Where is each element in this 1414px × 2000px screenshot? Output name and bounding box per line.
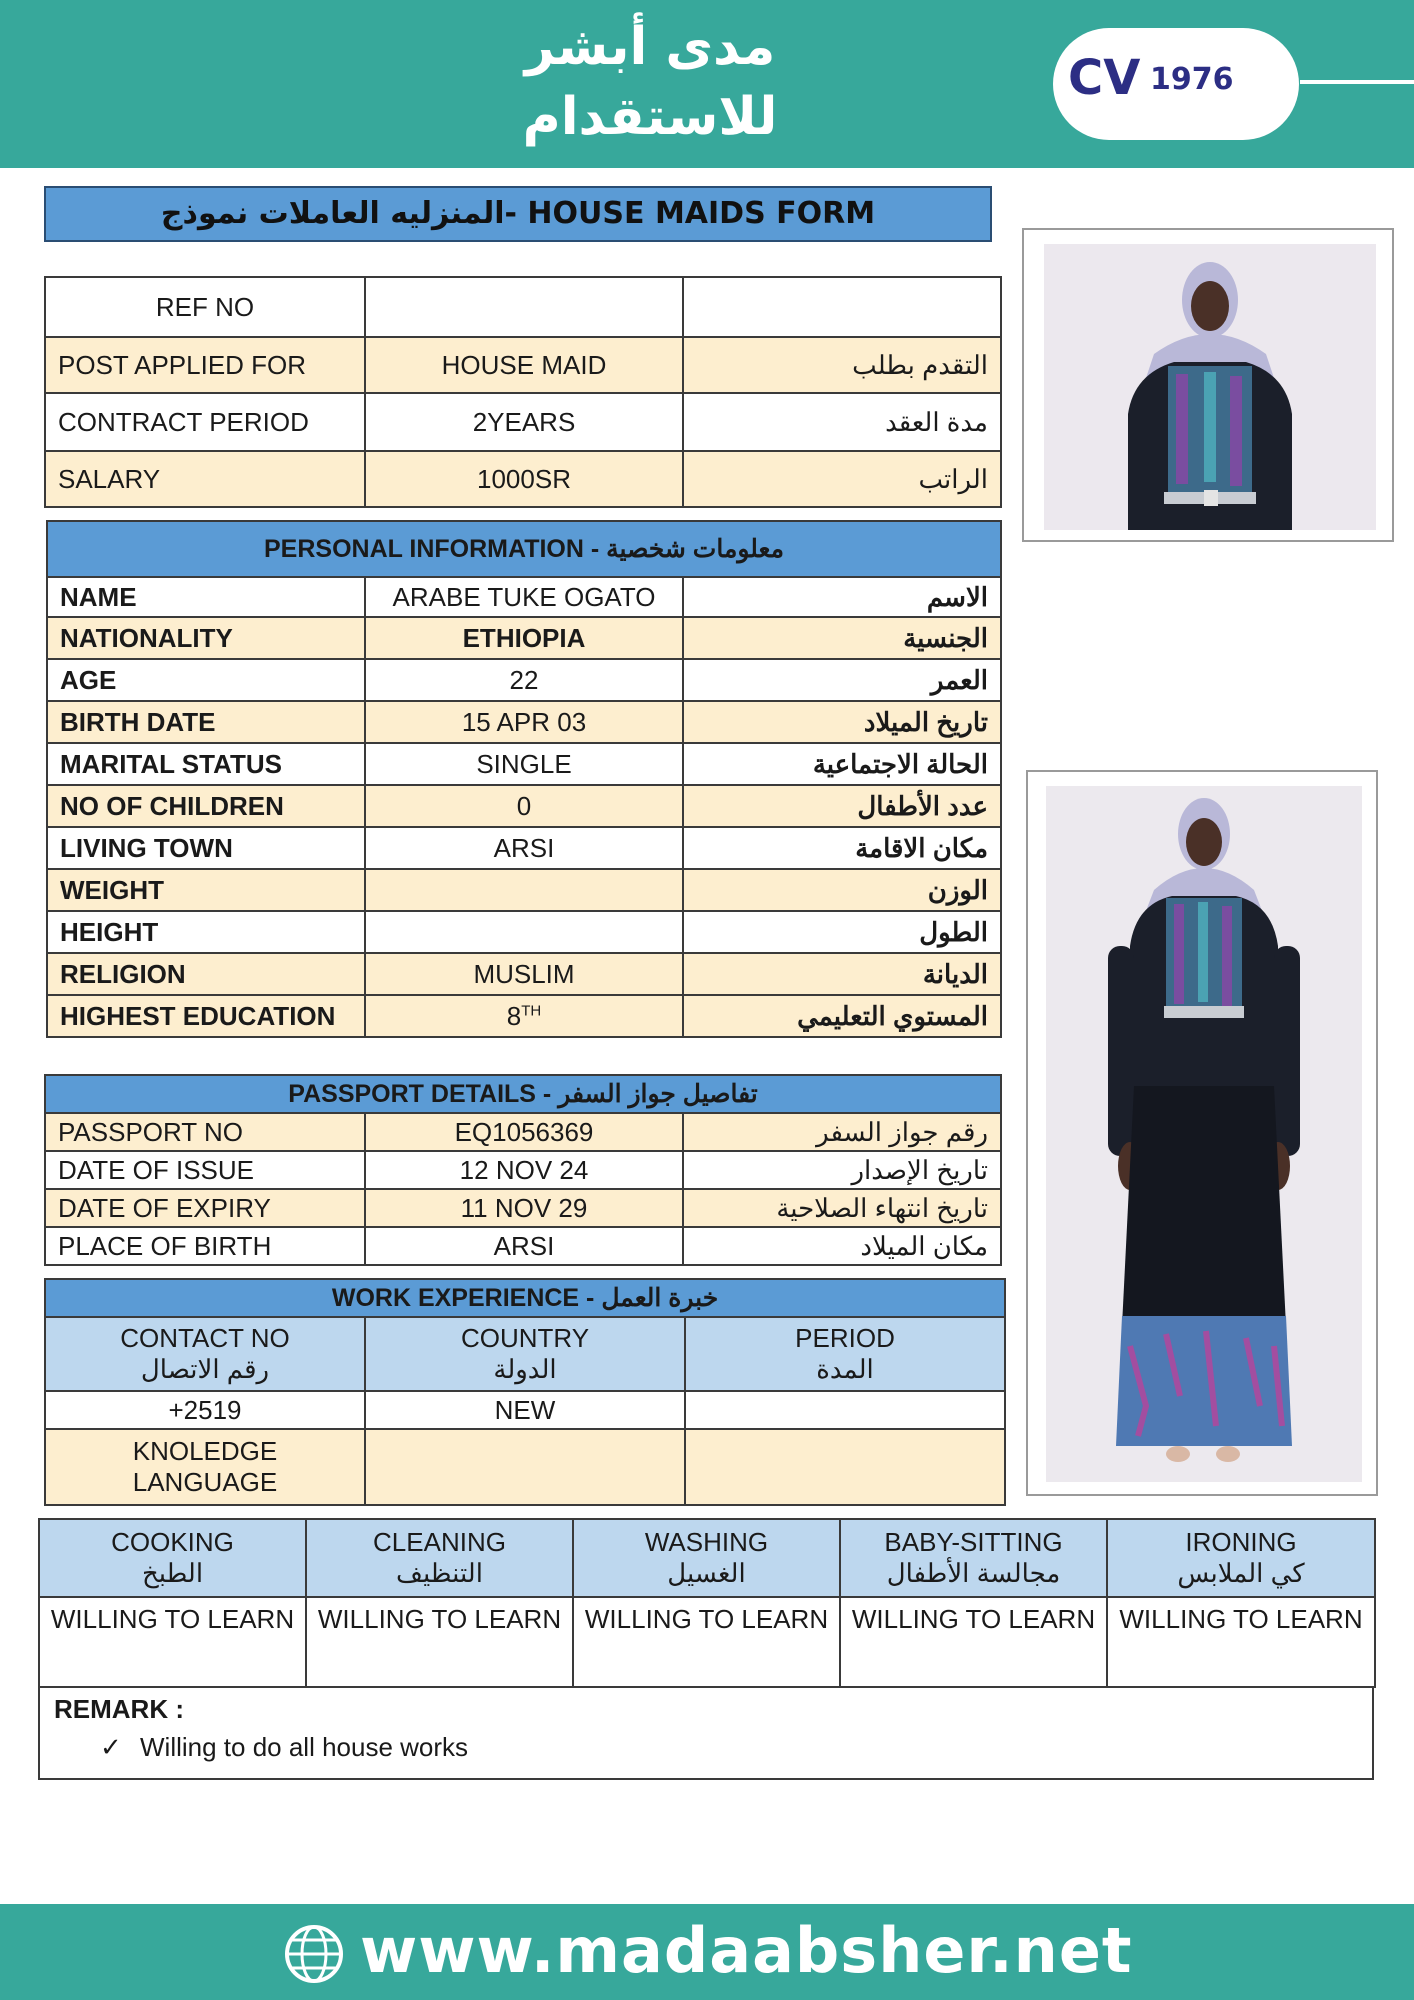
- religion-value: MUSLIM: [365, 953, 683, 995]
- marital-status-arabic: الحالة الاجتماعية: [683, 743, 1001, 785]
- children-arabic: عدد الأطفال: [683, 785, 1001, 827]
- living-town-value: ARSI: [365, 827, 683, 869]
- table-row: [47, 869, 1001, 911]
- cleaning-value: WILLING TO LEARN: [306, 1597, 573, 1687]
- washing-header: [573, 1519, 840, 1597]
- table-row: [45, 1075, 1001, 1113]
- remark-title: REMARK :: [54, 1694, 184, 1724]
- height-value: [365, 911, 683, 953]
- table-row: [39, 1597, 1375, 1687]
- education-label: HIGHEST EDUCATION: [47, 995, 365, 1037]
- salary-label: SALARY: [45, 451, 365, 507]
- country-header: [365, 1317, 685, 1391]
- weight-label: WEIGHT: [47, 869, 365, 911]
- expiry-date-value: 11 NOV 29: [365, 1189, 683, 1227]
- passport-no-value: EQ1056369: [365, 1113, 683, 1151]
- baby-sitting-ar: مجالسة الأطفال: [886, 1558, 1061, 1588]
- nationality-label: NATIONALITY: [47, 617, 365, 659]
- ref-no-arabic: [683, 277, 1001, 337]
- table-row: [45, 451, 1001, 507]
- language-label: LANGUAGE: [132, 1467, 278, 1497]
- salary-arabic: الراتب: [683, 451, 1001, 507]
- religion-label: RELIGION: [47, 953, 365, 995]
- table-row: [45, 1151, 1001, 1189]
- baby-sitting-en: BABY-SITTING: [884, 1527, 1063, 1557]
- passport-no-arabic: رقم جواز السفر: [683, 1113, 1001, 1151]
- table-row: [45, 337, 1001, 393]
- country-value: NEW: [365, 1391, 685, 1429]
- name-label: NAME: [47, 577, 365, 617]
- portrait-photo: [1044, 244, 1376, 530]
- personal-info-heading: PERSONAL INFORMATION - معلومات شخصية: [47, 521, 1001, 577]
- nationality-value: ETHIOPIA: [365, 617, 683, 659]
- table-row: [47, 577, 1001, 617]
- cooking-en: COOKING: [111, 1527, 234, 1557]
- birth-date-value: 15 APR 03: [365, 701, 683, 743]
- birth-date-label: BIRTH DATE: [47, 701, 365, 743]
- weight-arabic: الوزن: [683, 869, 1001, 911]
- living-town-label: LIVING TOWN: [47, 827, 365, 869]
- cleaning-en: CLEANING: [373, 1527, 506, 1557]
- ref-no-label: REF NO: [45, 277, 365, 337]
- post-label: POST APPLIED FOR: [45, 337, 365, 393]
- table-row: [47, 521, 1001, 577]
- cleaning-header: [306, 1519, 573, 1597]
- education-value: [365, 995, 683, 1037]
- portrait-photo-frame: [1022, 228, 1394, 542]
- height-label: HEIGHT: [47, 911, 365, 953]
- place-of-birth-label: PLACE OF BIRTH: [45, 1227, 365, 1265]
- passport-table: [44, 1074, 1002, 1266]
- education-value-number: 8: [506, 1000, 522, 1031]
- education-value-suffix: TH: [521, 1001, 542, 1019]
- ironing-en: IRONING: [1185, 1527, 1297, 1557]
- washing-ar: الغسيل: [667, 1558, 746, 1588]
- form-title: المنزليه العاملات نموذج- HOUSE MAIDS FORM: [44, 186, 992, 242]
- religion-arabic: الديانة: [683, 953, 1001, 995]
- knowledge-language-cell: [45, 1429, 365, 1505]
- ironing-ar: كي الملابس: [1177, 1558, 1305, 1588]
- remark-box: [38, 1686, 1374, 1780]
- salary-value: 1000SR: [365, 451, 683, 507]
- table-row: [45, 1279, 1005, 1317]
- issue-date-arabic: تاريخ الإصدار: [683, 1151, 1001, 1189]
- personal-info-table: [46, 520, 1002, 1038]
- period-value: [685, 1391, 1005, 1429]
- cv-label: CV: [1068, 50, 1141, 106]
- contract-label: CONTRACT PERIOD: [45, 393, 365, 451]
- brand-logo-text: [460, 12, 840, 152]
- job-table: [44, 276, 1002, 508]
- full-body-photo: [1046, 786, 1362, 1482]
- table-row: [45, 1317, 1005, 1391]
- baby-sitting-value: WILLING TO LEARN: [840, 1597, 1107, 1687]
- table-row: [47, 827, 1001, 869]
- passport-no-label: PASSPORT NO: [45, 1113, 365, 1151]
- nationality-arabic: الجنسية: [683, 617, 1001, 659]
- washing-value: WILLING TO LEARN: [573, 1597, 840, 1687]
- table-row: [47, 659, 1001, 701]
- cooking-header: [39, 1519, 306, 1597]
- knowledge-language-value: [365, 1429, 685, 1505]
- period-header: [685, 1317, 1005, 1391]
- place-of-birth-value: ARSI: [365, 1227, 683, 1265]
- ironing-value: WILLING TO LEARN: [1107, 1597, 1375, 1687]
- contract-value: 2YEARS: [365, 393, 683, 451]
- table-row: [47, 743, 1001, 785]
- baby-sitting-header: [840, 1519, 1107, 1597]
- cooking-ar: الطبخ: [141, 1558, 204, 1588]
- work-experience-table: [44, 1278, 1006, 1506]
- age-label: AGE: [47, 659, 365, 701]
- brand-line-1: مدى أبشر: [524, 17, 776, 77]
- contact-no-header: [45, 1317, 365, 1391]
- marital-status-label: MARITAL STATUS: [47, 743, 365, 785]
- table-row: [45, 1429, 1005, 1505]
- remark-item: [100, 1732, 468, 1763]
- birth-date-arabic: تاريخ الميلاد: [683, 701, 1001, 743]
- ironing-header: [1107, 1519, 1375, 1597]
- contact-no-en: CONTACT NO: [120, 1323, 290, 1353]
- children-label: NO OF CHILDREN: [47, 785, 365, 827]
- cooking-value: WILLING TO LEARN: [39, 1597, 306, 1687]
- living-town-arabic: مكان الاقامة: [683, 827, 1001, 869]
- period-ar: المدة: [816, 1354, 874, 1384]
- remark-text: Willing to do all house works: [140, 1732, 469, 1762]
- globe-icon: [282, 1922, 346, 1986]
- name-arabic: الاسم: [683, 577, 1001, 617]
- work-experience-heading: WORK EXPERIENCE - خبرة العمل: [45, 1279, 1005, 1317]
- table-row: [47, 617, 1001, 659]
- table-row: [45, 1227, 1001, 1265]
- cv-number: 1976: [1150, 62, 1234, 97]
- table-row: [45, 1113, 1001, 1151]
- table-row: [45, 1391, 1005, 1429]
- contact-no-ar: رقم الاتصال: [140, 1354, 270, 1384]
- check-icon: ✓: [100, 1732, 122, 1762]
- place-of-birth-arabic: مكان الميلاد: [683, 1227, 1001, 1265]
- period-en: PERIOD: [795, 1323, 895, 1353]
- children-value: 0: [365, 785, 683, 827]
- table-row: [45, 277, 1001, 337]
- brand-line-2: للاستقدام: [522, 87, 778, 147]
- expiry-date-label: DATE OF EXPIRY: [45, 1189, 365, 1227]
- skills-table: [38, 1518, 1376, 1688]
- washing-en: WASHING: [644, 1527, 769, 1557]
- table-row: [47, 953, 1001, 995]
- expiry-date-arabic: تاريخ انتهاء الصلاحية: [683, 1189, 1001, 1227]
- contact-no-value: +2519: [45, 1391, 365, 1429]
- cleaning-ar: التنظيف: [396, 1558, 483, 1588]
- header-divider-line: [1300, 80, 1414, 84]
- knowledge-label: KNOLEDGE: [132, 1436, 278, 1466]
- issue-date-value: 12 NOV 24: [365, 1151, 683, 1189]
- full-body-photo-frame: [1026, 770, 1378, 1496]
- age-value: 22: [365, 659, 683, 701]
- passport-heading: PASSPORT DETAILS - تفاصيل جواز السفر: [45, 1075, 1001, 1113]
- table-row: [45, 1189, 1001, 1227]
- table-row: [47, 785, 1001, 827]
- knowledge-language-extra: [685, 1429, 1005, 1505]
- issue-date-label: DATE OF ISSUE: [45, 1151, 365, 1189]
- marital-status-value: SINGLE: [365, 743, 683, 785]
- post-value: HOUSE MAID: [365, 337, 683, 393]
- contract-arabic: مدة العقد: [683, 393, 1001, 451]
- ref-no-value: [365, 277, 683, 337]
- table-row: [47, 701, 1001, 743]
- table-row: [45, 393, 1001, 451]
- website-link[interactable]: www.madaabsher.net: [360, 1914, 1133, 1987]
- table-row: [47, 911, 1001, 953]
- portrait-photo-illustration: [1044, 244, 1376, 530]
- age-arabic: العمر: [683, 659, 1001, 701]
- country-ar: الدولة: [493, 1354, 557, 1384]
- country-en: COUNTRY: [460, 1323, 590, 1353]
- table-row: [47, 995, 1001, 1037]
- full-body-photo-illustration: [1046, 786, 1362, 1482]
- height-arabic: الطول: [683, 911, 1001, 953]
- post-arabic: التقدم بطلب: [683, 337, 1001, 393]
- education-arabic: المستوي التعليمي: [683, 995, 1001, 1037]
- weight-value: [365, 869, 683, 911]
- table-row: [39, 1519, 1375, 1597]
- name-value: ARABE TUKE OGATO: [365, 577, 683, 617]
